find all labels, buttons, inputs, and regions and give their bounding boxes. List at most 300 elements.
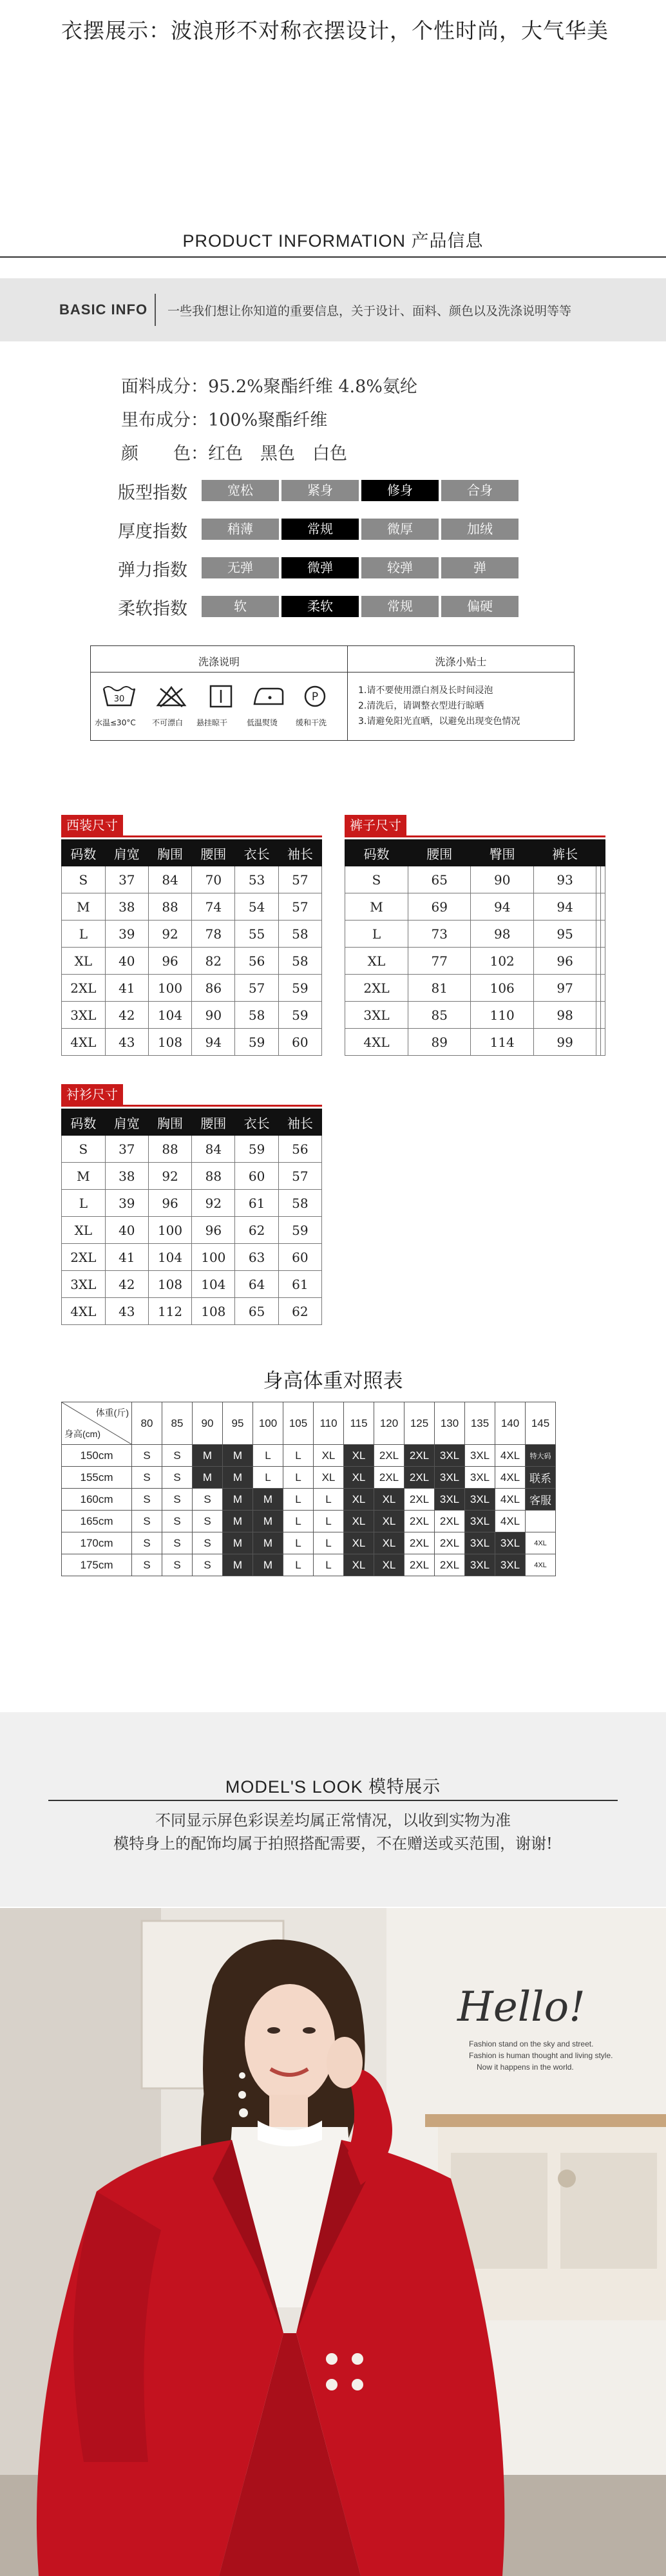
table-row <box>62 1217 322 1244</box>
weight-header: 145 <box>526 1402 556 1445</box>
table-cell <box>596 1029 601 1056</box>
height-axis-label: 身高(cm) <box>64 1429 100 1439</box>
table-cell: 62 <box>235 1217 278 1244</box>
table-header-row <box>62 1109 322 1136</box>
table-cell: 70 <box>192 866 235 893</box>
chart-row <box>62 1445 556 1467</box>
index-option: 常规 <box>281 519 359 540</box>
column-header: 码数 <box>62 1109 106 1136</box>
index-option: 微厚 <box>361 519 439 540</box>
size-cell: 3XL <box>435 1489 465 1511</box>
size-cell: 4XL <box>495 1467 526 1489</box>
size-cell: S <box>162 1445 193 1467</box>
fabric-lining: 里布成分：100%聚酯纤维 <box>121 410 328 430</box>
size-cell: XL <box>374 1511 404 1532</box>
table-cell: 65 <box>408 866 471 893</box>
table-cell <box>596 893 601 921</box>
table-cell <box>596 866 601 893</box>
size-cell: S <box>162 1554 193 1576</box>
table-cell <box>601 1029 605 1056</box>
size-cell: XL <box>344 1489 374 1511</box>
column-header: 码数 <box>62 840 106 866</box>
table-cell: 98 <box>471 921 533 948</box>
column-header <box>596 840 601 866</box>
table-cell: 100 <box>148 1217 191 1244</box>
table-cell: L <box>62 1190 106 1217</box>
table-cell: XL <box>62 1217 106 1244</box>
size-cell: M <box>223 1511 253 1532</box>
size-cell: 2XL <box>374 1445 404 1467</box>
height-header: 155cm <box>62 1467 132 1489</box>
table-cell: 89 <box>408 1029 471 1056</box>
index-option: 软 <box>202 596 279 617</box>
weight-header: 135 <box>465 1402 495 1445</box>
size-cell: XL <box>314 1445 344 1467</box>
weight-header: 115 <box>344 1402 374 1445</box>
table-cell: XL <box>62 948 106 975</box>
index-label: 版型指数 <box>118 483 187 503</box>
table-cell: 60 <box>278 1029 321 1056</box>
photo-tagline-3: Now it happens in the world. <box>477 2063 574 2072</box>
table-row <box>62 1190 322 1217</box>
table-row <box>62 921 322 948</box>
size-cell: M <box>223 1489 253 1511</box>
index-option: 紧身 <box>281 480 359 501</box>
size-cell: 客服 <box>526 1489 556 1511</box>
table-cell: 2XL <box>62 975 106 1002</box>
table-header-row <box>62 840 322 866</box>
table-cell: 92 <box>148 1163 191 1190</box>
weight-header: 110 <box>314 1402 344 1445</box>
table-cell: 39 <box>105 1190 148 1217</box>
table-cell <box>601 921 605 948</box>
table-cell: 38 <box>105 893 148 921</box>
size-cell: 3XL <box>495 1532 526 1554</box>
size-cell: 2XL <box>374 1467 404 1489</box>
column-header: 肩宽 <box>105 840 148 866</box>
table-cell: 54 <box>235 893 278 921</box>
chart-row <box>62 1532 556 1554</box>
low-iron-icon <box>249 683 288 709</box>
table-cell: 56 <box>278 1136 321 1163</box>
table-row <box>62 948 322 975</box>
dry-clean-glyph: P <box>311 691 319 703</box>
size-cell: 2XL <box>404 1511 435 1532</box>
table-cell: 108 <box>148 1029 191 1056</box>
size-cell: L <box>283 1511 314 1532</box>
table-cell: 65 <box>235 1298 278 1325</box>
size-cell: L <box>314 1489 344 1511</box>
column-header <box>601 840 605 866</box>
table-cell: 84 <box>192 1136 235 1163</box>
table-cell: 4XL <box>345 1029 408 1056</box>
weight-header: 95 <box>223 1402 253 1445</box>
table-cell: M <box>345 893 408 921</box>
suit-tag-line <box>61 835 322 837</box>
index-scale <box>202 596 519 617</box>
table-cell: 58 <box>278 921 321 948</box>
size-cell: L <box>253 1467 283 1489</box>
table-row <box>62 893 322 921</box>
table-cell: 98 <box>533 1002 596 1029</box>
size-cell: XL <box>344 1554 374 1576</box>
weight-axis-label: 体重(斤) <box>95 1407 129 1418</box>
size-cell: S <box>132 1489 162 1511</box>
size-cell: S <box>193 1532 223 1554</box>
shirt-tag-line <box>61 1105 322 1107</box>
table-header-row <box>345 840 605 866</box>
index-option: 常规 <box>361 596 439 617</box>
table-cell: 42 <box>105 1002 148 1029</box>
table-cell: 43 <box>105 1029 148 1056</box>
chart-header-row <box>62 1402 556 1445</box>
size-cell: 3XL <box>465 1554 495 1576</box>
index-scale <box>202 557 519 578</box>
table-cell: 96 <box>148 948 191 975</box>
weight-header: 80 <box>132 1402 162 1445</box>
chart-row <box>62 1511 556 1532</box>
size-cell: XL <box>344 1532 374 1554</box>
table-row <box>62 1163 322 1190</box>
table-cell: 104 <box>148 1244 191 1271</box>
index-option: 合身 <box>441 480 519 501</box>
table-cell: 93 <box>533 866 596 893</box>
table-cell: 55 <box>235 921 278 948</box>
table-cell: 59 <box>278 1217 321 1244</box>
table-cell <box>596 975 601 1002</box>
size-cell: 2XL <box>435 1554 465 1576</box>
table-cell: 2XL <box>345 975 408 1002</box>
weight-header: 120 <box>374 1402 404 1445</box>
size-cell: 3XL <box>435 1445 465 1467</box>
table-cell: 61 <box>235 1190 278 1217</box>
size-cell: 2XL <box>404 1554 435 1576</box>
pants-size-table <box>345 839 605 1056</box>
size-cell: S <box>162 1532 193 1554</box>
divider <box>0 256 666 258</box>
table-cell: 102 <box>471 948 533 975</box>
table-cell: 37 <box>105 866 148 893</box>
fabric-color: 颜 色：红色 黑色 白色 <box>121 444 347 464</box>
weight-header: 125 <box>404 1402 435 1445</box>
table-cell: S <box>62 1136 106 1163</box>
divider <box>155 294 156 326</box>
height-header: 165cm <box>62 1511 132 1532</box>
table-row <box>62 1244 322 1271</box>
table-cell: 60 <box>278 1244 321 1271</box>
chart-row <box>62 1554 556 1576</box>
table-cell <box>596 1002 601 1029</box>
table-cell: 95 <box>533 921 596 948</box>
table-cell: 88 <box>148 893 191 921</box>
table-cell: 53 <box>235 866 278 893</box>
size-cell: XL <box>374 1532 404 1554</box>
hang-dry-label: 悬挂晾干 <box>196 718 228 727</box>
size-cell: S <box>162 1489 193 1511</box>
table-cell: 92 <box>192 1190 235 1217</box>
table-cell: 2XL <box>62 1244 106 1271</box>
table-cell: 86 <box>192 975 235 1002</box>
size-cell: 2XL <box>404 1445 435 1467</box>
size-cell: S <box>132 1467 162 1489</box>
size-cell: 3XL <box>495 1554 526 1576</box>
table-cell <box>601 893 605 921</box>
size-cell: 4XL <box>495 1511 526 1532</box>
weight-header: 140 <box>495 1402 526 1445</box>
table-cell: 85 <box>408 1002 471 1029</box>
table-cell: 82 <box>192 948 235 975</box>
size-cell: 联系 <box>526 1467 556 1489</box>
size-cell: S <box>193 1554 223 1576</box>
table-cell: 41 <box>105 975 148 1002</box>
table-cell <box>601 948 605 975</box>
dry-clean-label: 缓和干洗 <box>296 718 327 727</box>
column-header: 腰围 <box>408 840 471 866</box>
table-cell: 60 <box>235 1163 278 1190</box>
pants-size-tag: 裤子尺寸 <box>345 815 406 835</box>
size-cell: M <box>223 1467 253 1489</box>
table-row <box>345 893 605 921</box>
height-header: 150cm <box>62 1445 132 1467</box>
size-cell: S <box>193 1511 223 1532</box>
table-cell: 110 <box>471 1002 533 1029</box>
chart-row <box>62 1489 556 1511</box>
size-cell: 4XL <box>495 1489 526 1511</box>
table-cell: 37 <box>105 1136 148 1163</box>
size-cell: 2XL <box>404 1467 435 1489</box>
photo-tagline-2: Fashion is human thought and living style. <box>469 2051 613 2060</box>
size-cell: S <box>132 1532 162 1554</box>
column-header: 臀围 <box>471 840 533 866</box>
size-cell: XL <box>374 1554 404 1576</box>
table-cell: 3XL <box>345 1002 408 1029</box>
size-cell: XL <box>344 1467 374 1489</box>
index-option: 加绒 <box>441 519 519 540</box>
height-weight-chart <box>61 1402 556 1576</box>
table-row <box>62 975 322 1002</box>
index-label: 柔软指数 <box>118 599 187 619</box>
size-cell: 特大码 <box>526 1445 556 1467</box>
chart-corner <box>62 1402 132 1445</box>
wash-temp: 30 <box>113 694 125 704</box>
chart-row <box>62 1467 556 1489</box>
table-cell: 62 <box>278 1298 321 1325</box>
table-cell: 92 <box>148 921 191 948</box>
column-header: 袖长 <box>278 840 321 866</box>
table-cell: S <box>345 866 408 893</box>
table-cell <box>601 1002 605 1029</box>
table-cell: 41 <box>105 1244 148 1271</box>
table-cell: 58 <box>235 1002 278 1029</box>
table-cell: 104 <box>148 1002 191 1029</box>
table-cell: L <box>62 921 106 948</box>
column-header: 码数 <box>345 840 408 866</box>
table-cell: 58 <box>278 948 321 975</box>
index-scale <box>202 519 519 540</box>
weight-header: 105 <box>283 1402 314 1445</box>
index-option: 柔软 <box>281 596 359 617</box>
size-cell: 3XL <box>465 1532 495 1554</box>
size-cell: 2XL <box>435 1511 465 1532</box>
table-cell: 81 <box>408 975 471 1002</box>
size-cell: 3XL <box>465 1445 495 1467</box>
table-cell: 100 <box>192 1244 235 1271</box>
index-option: 修身 <box>361 480 439 501</box>
size-cell: M <box>223 1532 253 1554</box>
size-cell: M <box>253 1489 283 1511</box>
size-cell: XL <box>314 1467 344 1489</box>
table-cell: 59 <box>235 1136 278 1163</box>
model-section-title: MODEL'S LOOK 模特展示 <box>225 1777 441 1797</box>
table-cell: 114 <box>471 1029 533 1056</box>
column-header: 胸围 <box>148 1109 191 1136</box>
size-cell: 3XL <box>435 1467 465 1489</box>
table-cell: XL <box>345 948 408 975</box>
model-photo <box>0 1908 666 2576</box>
table-cell: 4XL <box>62 1029 106 1056</box>
size-cell: L <box>314 1532 344 1554</box>
divider <box>348 672 574 673</box>
table-cell: 90 <box>192 1002 235 1029</box>
size-cell: XL <box>344 1445 374 1467</box>
column-header: 衣长 <box>235 840 278 866</box>
size-cell: M <box>253 1511 283 1532</box>
size-cell: 2XL <box>404 1532 435 1554</box>
table-row <box>62 866 322 893</box>
wash-tip-2: 2.清洗后，请调整衣型进行晾晒 <box>358 701 484 711</box>
hello-text: Hello! <box>457 1983 585 2031</box>
size-cell: L <box>314 1511 344 1532</box>
suit-size-table <box>61 839 322 1056</box>
table-cell: 59 <box>235 1029 278 1056</box>
table-cell: 3XL <box>62 1002 106 1029</box>
table-cell: 56 <box>235 948 278 975</box>
size-cell: S <box>132 1511 162 1532</box>
table-cell: 97 <box>533 975 596 1002</box>
wash-tip-3: 3.请避免阳光直晒，以避免出现变色情况 <box>358 716 520 727</box>
table-cell: 94 <box>533 893 596 921</box>
table-cell: 112 <box>148 1298 191 1325</box>
table-cell: M <box>62 1163 106 1190</box>
table-cell: 59 <box>278 1002 321 1029</box>
table-cell: 94 <box>192 1029 235 1056</box>
wash-care-box <box>90 645 575 741</box>
dry-clean-icon <box>296 683 334 709</box>
column-header: 袖长 <box>278 1109 321 1136</box>
table-cell: 94 <box>471 893 533 921</box>
size-cell: L <box>253 1445 283 1467</box>
table-cell: 99 <box>533 1029 596 1056</box>
table-cell: 63 <box>235 1244 278 1271</box>
no-bleach-label: 不可漂白 <box>152 718 184 727</box>
height-header: 175cm <box>62 1554 132 1576</box>
table-cell: 106 <box>471 975 533 1002</box>
size-cell: S <box>162 1467 193 1489</box>
hem-caption: 衣摆展示：波浪形不对称衣摆设计，个性时尚，大气华美 <box>61 18 609 43</box>
index-option: 较弹 <box>361 557 439 578</box>
table-row <box>62 1298 322 1325</box>
size-cell: M <box>193 1467 223 1489</box>
table-cell: 90 <box>471 866 533 893</box>
size-cell: 2XL <box>435 1532 465 1554</box>
fabric-face: 面料成分：95.2%聚酯纤维 4.8%氨纶 <box>121 377 417 397</box>
size-cell: 2XL <box>404 1489 435 1511</box>
index-label: 厚度指数 <box>118 522 187 542</box>
size-cell: M <box>223 1554 253 1576</box>
table-cell: M <box>62 893 106 921</box>
table-cell: 38 <box>105 1163 148 1190</box>
table-row <box>62 1136 322 1163</box>
pants-tag-line <box>345 835 605 837</box>
index-option: 微弹 <box>281 557 359 578</box>
table-cell: S <box>62 866 106 893</box>
wash-30-icon <box>100 683 138 709</box>
table-row <box>62 1029 322 1056</box>
size-cell: 4XL <box>526 1554 556 1576</box>
table-cell <box>601 975 605 1002</box>
table-cell: 42 <box>105 1271 148 1298</box>
table-cell: 40 <box>105 948 148 975</box>
size-cell: S <box>193 1489 223 1511</box>
table-cell: 69 <box>408 893 471 921</box>
table-row <box>345 921 605 948</box>
hang-dry-icon <box>202 683 240 709</box>
wash-label: 水温≤30°C <box>95 718 136 727</box>
table-cell: 61 <box>278 1271 321 1298</box>
table-cell: 57 <box>278 1163 321 1190</box>
table-cell: 104 <box>192 1271 235 1298</box>
table-cell: 74 <box>192 893 235 921</box>
table-cell: 64 <box>235 1271 278 1298</box>
index-option: 宽松 <box>202 480 279 501</box>
column-header: 腰围 <box>192 840 235 866</box>
size-cell: XL <box>344 1511 374 1532</box>
table-cell: 108 <box>192 1298 235 1325</box>
wash-tip-1: 1.请不要使用漂白剂及长时间浸泡 <box>358 685 493 696</box>
table-cell <box>596 921 601 948</box>
table-cell: 84 <box>148 866 191 893</box>
height-header: 160cm <box>62 1489 132 1511</box>
height-header: 170cm <box>62 1532 132 1554</box>
size-cell: 3XL <box>465 1467 495 1489</box>
size-cell: S <box>162 1511 193 1532</box>
shirt-size-tag: 衬衫尺寸 <box>61 1084 123 1105</box>
table-cell: 39 <box>105 921 148 948</box>
wash-instructions-title: 洗涤说明 <box>198 656 240 668</box>
weight-header: 85 <box>162 1402 193 1445</box>
table-cell: 96 <box>148 1190 191 1217</box>
column-header: 肩宽 <box>105 1109 148 1136</box>
no-bleach-icon <box>152 683 191 709</box>
suit-size-tag: 西装尺寸 <box>61 815 123 835</box>
wash-tips <box>348 646 574 740</box>
basic-info-label: BASIC INFO <box>59 301 148 318</box>
size-cell: M <box>193 1445 223 1467</box>
table-cell: 58 <box>278 1190 321 1217</box>
table-row <box>345 1029 605 1056</box>
product-info-title: PRODUCT INFORMATION 产品信息 <box>182 231 484 251</box>
low-iron-label: 低温熨烫 <box>247 718 278 727</box>
size-cell: L <box>283 1532 314 1554</box>
column-header: 裤长 <box>533 840 596 866</box>
table-row <box>345 975 605 1002</box>
wash-tips-title: 洗涤小贴士 <box>435 656 487 668</box>
table-cell <box>596 948 601 975</box>
column-header: 衣长 <box>235 1109 278 1136</box>
table-cell: 108 <box>148 1271 191 1298</box>
size-cell: L <box>283 1554 314 1576</box>
index-label: 弹力指数 <box>118 560 187 580</box>
